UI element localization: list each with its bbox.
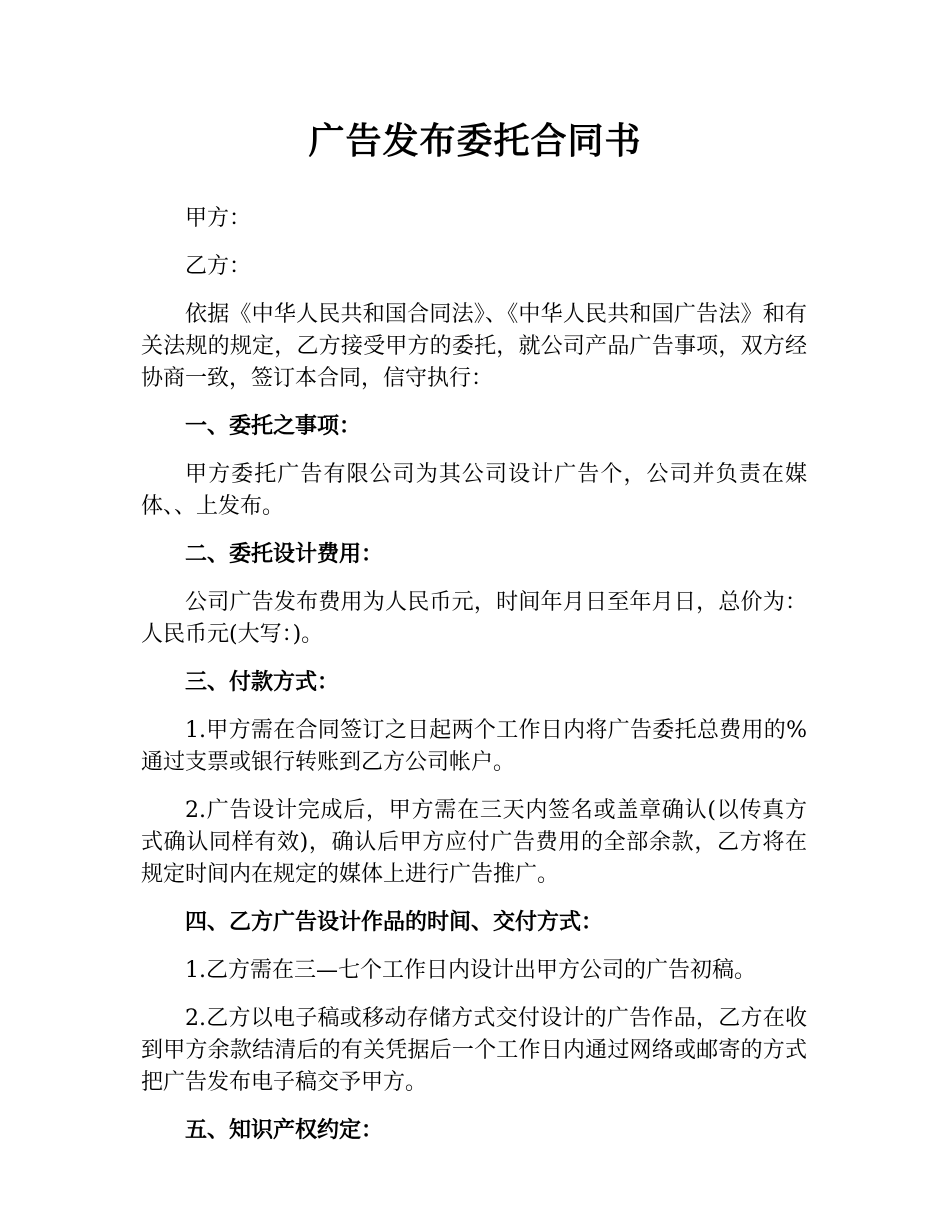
section-1-paragraph: 甲方委托广告有限公司为其公司设计广告个，公司并负责在媒体、、上发布。 (141, 462, 807, 519)
section-4-heading: 四、乙方广告设计作品的时间、交付方式： (185, 910, 604, 935)
section-4-paragraph-1: 1.乙方需在三—七个工作日内设计出甲方公司的广告初稿。 (185, 958, 756, 983)
party-b-line: 乙方： (185, 254, 252, 279)
section-3-paragraph-2: 2.广告设计完成后，甲方需在三天内签名或盖章确认(以传真方式确认同样有效)，确认后甲方应付广告费用的全部余款，乙方将在规定时间内在规定的媒体上进行广告推广。 (141, 798, 807, 887)
section-3-paragraph-1: 1.甲方需在合同签订之日起两个工作日内将广告委托总费用的%通过支票或银行转账到乙方公司帐户。 (141, 718, 807, 775)
section-5-heading: 五、知识产权约定： (185, 1118, 384, 1143)
section-1-heading: 一、委托之事项： (185, 414, 362, 439)
section-2-paragraph: 公司广告发布费用为人民币元，时间年月日至年月日，总价为：人民币元(大写：)。 (141, 590, 807, 647)
section-4-paragraph-2: 2.乙方以电子稿或移动存储方式交付设计的广告作品，乙方在收到甲方余款结清后的有关凭据后一个工作日内通过网络或邮寄的方式把广告发布电子稿交予甲方。 (141, 1006, 807, 1095)
document-body (141, 203, 807, 1163)
document-title: 广告发布委托合同书 (308, 121, 642, 162)
intro-paragraph: 依据《中华人民共和国合同法》、《中华人民共和国广告法》和有关法规的规定，乙方接受甲方的委托，就公司产品广告事项，双方经协商一致，签订本合同，信守执行： (141, 302, 807, 391)
party-a-line: 甲方： (185, 206, 252, 231)
section-3-heading: 三、付款方式： (185, 670, 340, 695)
section-2-heading: 二、委托设计费用： (185, 542, 384, 567)
